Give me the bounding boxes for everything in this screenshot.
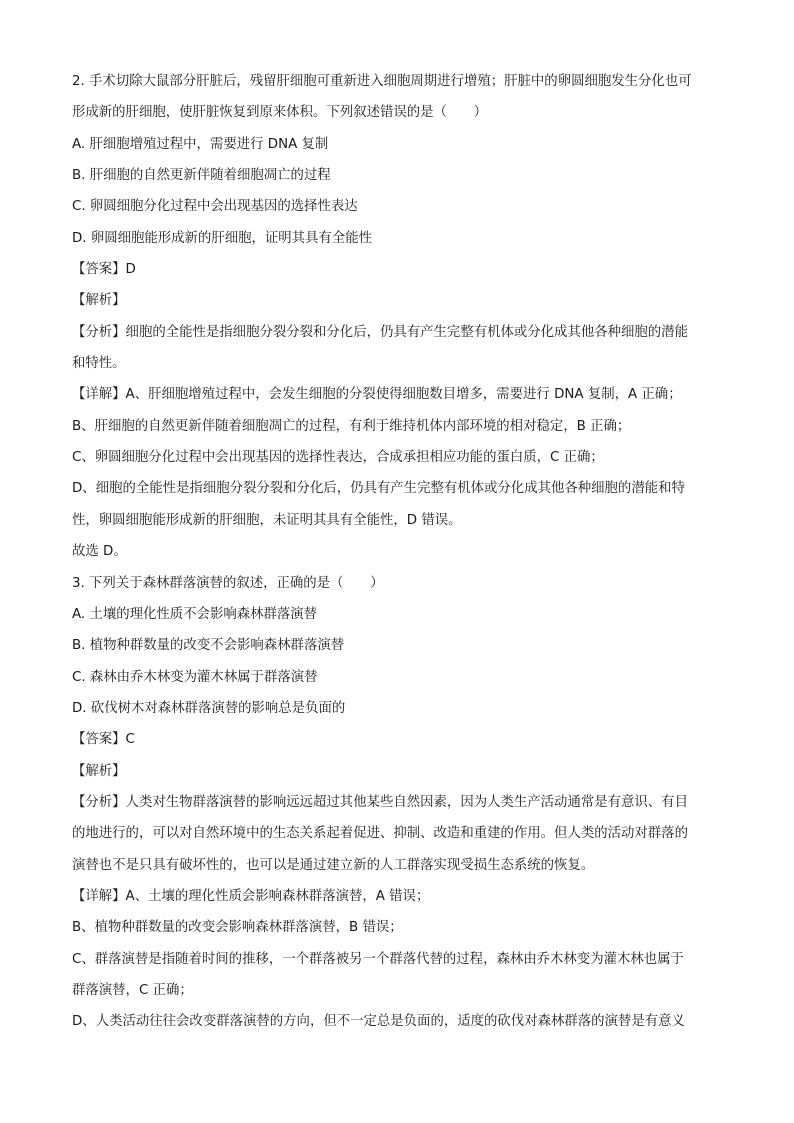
question-3-detail-d-line-1: D、人类活动往往会改变群落演替的方向，但不一定总是负面的，适度的砍伐对森林群落的演替是有意义	[72, 1014, 685, 1030]
question-3-option-b: B. 植物种群数量的改变不会影响森林群落演替	[72, 638, 345, 654]
question-2-answer: 【答案】D	[72, 262, 136, 278]
question-2-analysis-line-2: 和特性。	[72, 356, 126, 372]
question-2-detail-a: 【详解】A、肝细胞增殖过程中，会发生细胞的分裂使得细胞数目增多，需要进行 DNA 复制，A 正确；	[72, 387, 682, 403]
question-2-detail-c: C、卵圆细胞分化过程中会出现基因的选择性表达，合成承担相应功能的蛋白质，C 正确；	[72, 450, 604, 466]
question-3-analysis-line-3: 演替也不是只具有破坏性的，也可以是通过建立新的人工群落实现受损生态系统的恢复。	[72, 857, 595, 873]
question-2-option-b: B. 肝细胞的自然更新伴随着细胞凋亡的过程	[72, 168, 331, 184]
question-3-option-a: A. 土壤的理化性质不会影响森林群落演替	[72, 606, 318, 622]
question-2-option-a: A. 肝细胞增殖过程中，需要进行 DNA 复制	[72, 136, 329, 152]
question-2-analysis-heading: 【解析】	[72, 293, 126, 309]
question-2-option-c: C. 卵圆细胞分化过程中会出现基因的选择性表达	[72, 199, 358, 215]
question-2-detail-b: B、肝细胞的自然更新伴随着细胞凋亡的过程，有利于维持机体内部环境的相对稳定，B 正确；	[72, 418, 631, 434]
question-3-detail-c-line-1: C、群落演替是指随着时间的推移，一个群落被另一个群落代替的过程，森林由乔木林变为灌木林也属于	[72, 951, 684, 967]
question-3-option-c: C. 森林由乔木林变为灌木林属于群落演替	[72, 669, 318, 685]
question-3-detail-b: B、植物种群数量的改变会影响森林群落演替，B 错误；	[72, 920, 403, 936]
question-3-detail-a: 【详解】A、土壤的理化性质会影响森林群落演替，A 错误；	[72, 888, 430, 904]
question-2-detail-d-line-1: D、细胞的全能性是指细胞分裂分裂和分化后，仍具有产生完整有机体或分化成其他各种细胞的潜能和特	[72, 481, 685, 497]
question-2-analysis-line-1: 【分析】细胞的全能性是指细胞分裂分裂和分化后，仍具有产生完整有机体或分化成其他各种细胞的潜能	[72, 324, 688, 340]
question-2-stem-line-1: 2. 手术切除大鼠部分肝脏后，残留肝细胞可重新进入细胞周期进行增殖；肝脏中的卵圆细胞发生分化也可	[72, 74, 692, 89]
question-3-stem: 3. 下列关于森林群落演替的叙述，正确的是（ ）	[72, 575, 384, 591]
question-2-conclusion: 故选 D。	[72, 544, 127, 560]
question-2-option-d: D. 卵圆细胞能形成新的肝细胞，证明其具有全能性	[72, 230, 373, 246]
question-3-analysis-line-2: 的地进行的，可以对自然环境中的生态关系起着促进、抑制、改造和重建的作用。但人类的活动对群落的	[72, 826, 688, 842]
document-page	[72, 66, 724, 1038]
question-3-analysis-heading: 【解析】	[72, 763, 126, 779]
question-2-detail-d-line-2: 性，卵圆细胞能形成新的肝细胞，未证明其具有全能性，D 错误。	[72, 512, 462, 528]
question-2-stem-line-2: 形成新的肝细胞，使肝脏恢复到原来体积。下列叙述错误的是（ ）	[72, 105, 488, 121]
question-3-option-d: D. 砍伐树木对森林群落演替的影响总是负面的	[72, 700, 346, 716]
question-3-analysis-line-1: 【分析】人类对生物群落演替的影响远远超过其他某些自然因素，因为人类生产活动通常是有意识、有目	[72, 794, 688, 810]
question-3-answer: 【答案】C	[72, 732, 135, 748]
question-3-detail-c-line-2: 群落演替，C 正确；	[72, 982, 193, 998]
